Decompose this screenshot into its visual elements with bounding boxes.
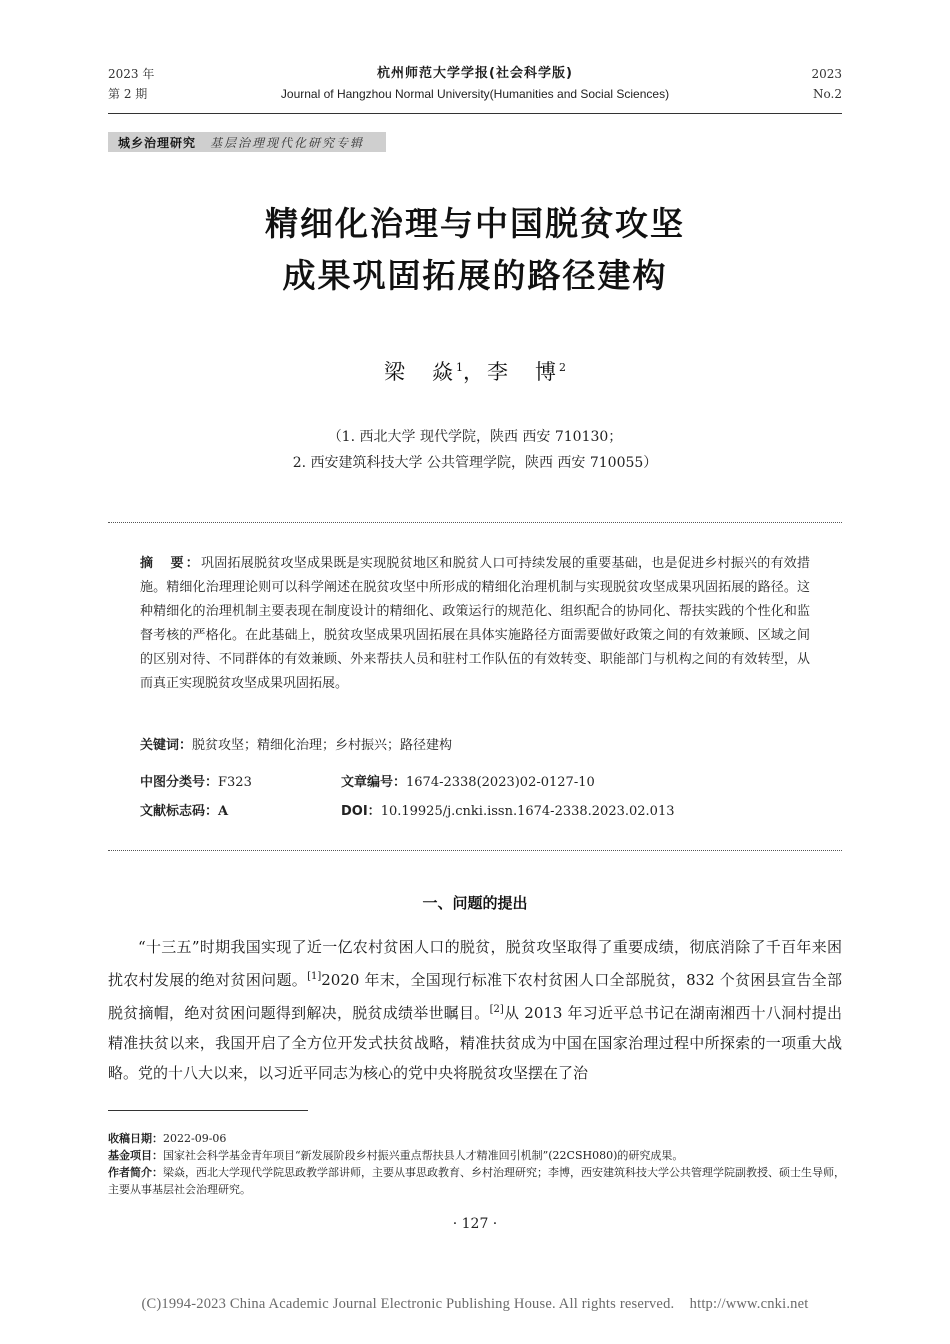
doc-code-label: 文献标志码： <box>140 804 219 819</box>
journal-title-cn: 杭州师范大学学报(社会科学版) <box>377 66 573 81</box>
header-issue-cn: 第 2 期 <box>108 87 148 101</box>
header-right <box>811 64 842 104</box>
article-number <box>341 771 595 795</box>
author-2: 李 博 <box>487 360 559 384</box>
affiliations <box>0 424 950 476</box>
keywords <box>140 734 810 758</box>
author-1: 梁 焱 <box>384 360 456 384</box>
keywords-label: 关键词： <box>140 738 193 753</box>
author-bio-label: 作者简介： <box>108 1166 163 1179</box>
header-year-cn: 2023 年 <box>108 67 155 81</box>
journal-title-en: Journal of Hangzhou Normal University(Humanities and Social Sciences) <box>280 87 670 101</box>
body-text-2: 2020 年末，全国现行标准下农村贫困人口全部脱贫，832 个贫困县宣告全部脱贫摘帽，绝对贫困问题得到解决，脱贫成绩举世瞩目。 <box>108 971 842 1022</box>
abstract-label: 摘 要： <box>140 556 201 571</box>
citation-2: [2] <box>489 1004 504 1015</box>
fund-info <box>108 1147 846 1164</box>
author-2-sup: 2 <box>559 361 566 374</box>
abstract <box>140 552 810 696</box>
citation-1: [1] <box>307 971 322 982</box>
column-tag <box>108 132 386 152</box>
title-line-2: 成果巩固拓展的路径建构 <box>282 256 668 295</box>
doi <box>341 800 674 824</box>
author-bio-value: 梁焱，西北大学现代学院思政教学部讲师，主要从事思政教育、乡村治理研究；李博，西安建筑科技大学公共管理学院副教授、硕士生导师，主要从事基层社会治理研究。 <box>108 1166 845 1196</box>
abstract-text: 巩固拓展脱贫攻坚成果既是实现脱贫地区和脱贫人口可持续发展的重要基础，也是促进乡村振兴的有效措施。精细化治理理论则可以科学阐述在脱贫攻坚中所形成的精细化治理机制与实现脱贫攻坚成果巩固拓展的路径。这种精细化的治理机制主要表现在制度设计的精细化、政策运行的规范化、组织配合的协同化、帮扶实践的个性化和监督考核的严格化。在此基础上，脱贫攻坚成果巩固拓展在具体实施路径方面需要做好政策之间的有效兼顾、区域之间的区别对待、不同群体的有效兼顾、外来帮扶人员和驻村工作队伍的有效转变、职能部门与机构之间的有效转型，从而真正实现脱贫攻坚成果巩固拓展。 <box>140 556 810 691</box>
doi-label: DOI： <box>341 804 381 819</box>
fund-value: 国家社会科学基金青年项目“新发展阶段乡村振兴重点帮扶县人才精准回引机制”(22CSH080)的研究成果。 <box>163 1149 684 1162</box>
body-text-3: 从 2013 年习近平总书记在湖南湘西十八洞村提出精准扶贫以来，我国开启了全方位开发式扶贫战略，精准扶贫成为中国在国家治理过程中所探索的一项重大战略。党的十八大以来，以习近平同志为核心的党中央将脱贫攻坚摆在了治 <box>108 1004 842 1082</box>
author-bio <box>108 1164 846 1198</box>
article-no-label: 文章编号： <box>341 775 407 790</box>
affiliation-1: （1. 西北大学 现代学院，陕西 西安 710130； <box>327 429 623 445</box>
running-header <box>108 64 842 104</box>
header-issue-en: No.2 <box>813 87 842 101</box>
section-heading: 一、问题的提出 <box>422 894 528 912</box>
fund-label: 基金项目： <box>108 1149 163 1162</box>
dotted-rule-bottom <box>108 850 842 851</box>
received-label: 收稿日期： <box>108 1132 163 1145</box>
article-title <box>0 198 950 302</box>
author-1-sup: 1 <box>456 361 463 374</box>
column-main: 城乡治理研究 <box>118 135 197 150</box>
header-center <box>108 64 842 104</box>
footnote-rule <box>108 1110 308 1111</box>
author-line <box>0 356 950 386</box>
footnotes <box>108 1130 846 1198</box>
clc-label: 中图分类号： <box>140 775 219 790</box>
page-number: · 127 · <box>452 1216 498 1232</box>
column-sub: 基层治理现代化研究专辑 <box>210 135 365 150</box>
body-text-1: “十三五”时期我国实现了近一亿农村贫困人口的脱贫，脱贫攻坚取得了重要成绩，彻底消除了千百年来困扰农村发展的绝对贫困问题。 <box>108 938 842 989</box>
document-code <box>140 800 228 824</box>
doc-code-value: A <box>218 804 229 819</box>
title-line-1: 精细化治理与中国脱贫攻坚 <box>265 204 685 243</box>
clc-value: F323 <box>218 775 252 790</box>
body-paragraph <box>108 932 842 1088</box>
affiliation-2: 2. 西安建筑科技大学 公共管理学院，陕西 西安 710055） <box>292 455 658 471</box>
received-value: 2022-09-06 <box>163 1132 227 1145</box>
header-rule <box>108 113 842 114</box>
copyright-watermark: (C)1994-2023 China Academic Journal Electronic Publishing House. All rights reserved. http://www.cnki.net <box>141 1296 809 1312</box>
doi-value: 10.19925/j.cnki.issn.1674-2338.2023.02.013 <box>380 804 675 819</box>
article-no-value: 1674-2338(2023)02-0127-10 <box>406 775 595 790</box>
header-year-en: 2023 <box>811 67 842 81</box>
author-sep: ， <box>463 360 487 384</box>
received-date <box>108 1130 846 1147</box>
keywords-text: 脱贫攻坚；精细化治理；乡村振兴；路径建构 <box>192 738 453 753</box>
clc-code <box>140 771 252 795</box>
dotted-rule-top <box>108 522 842 523</box>
